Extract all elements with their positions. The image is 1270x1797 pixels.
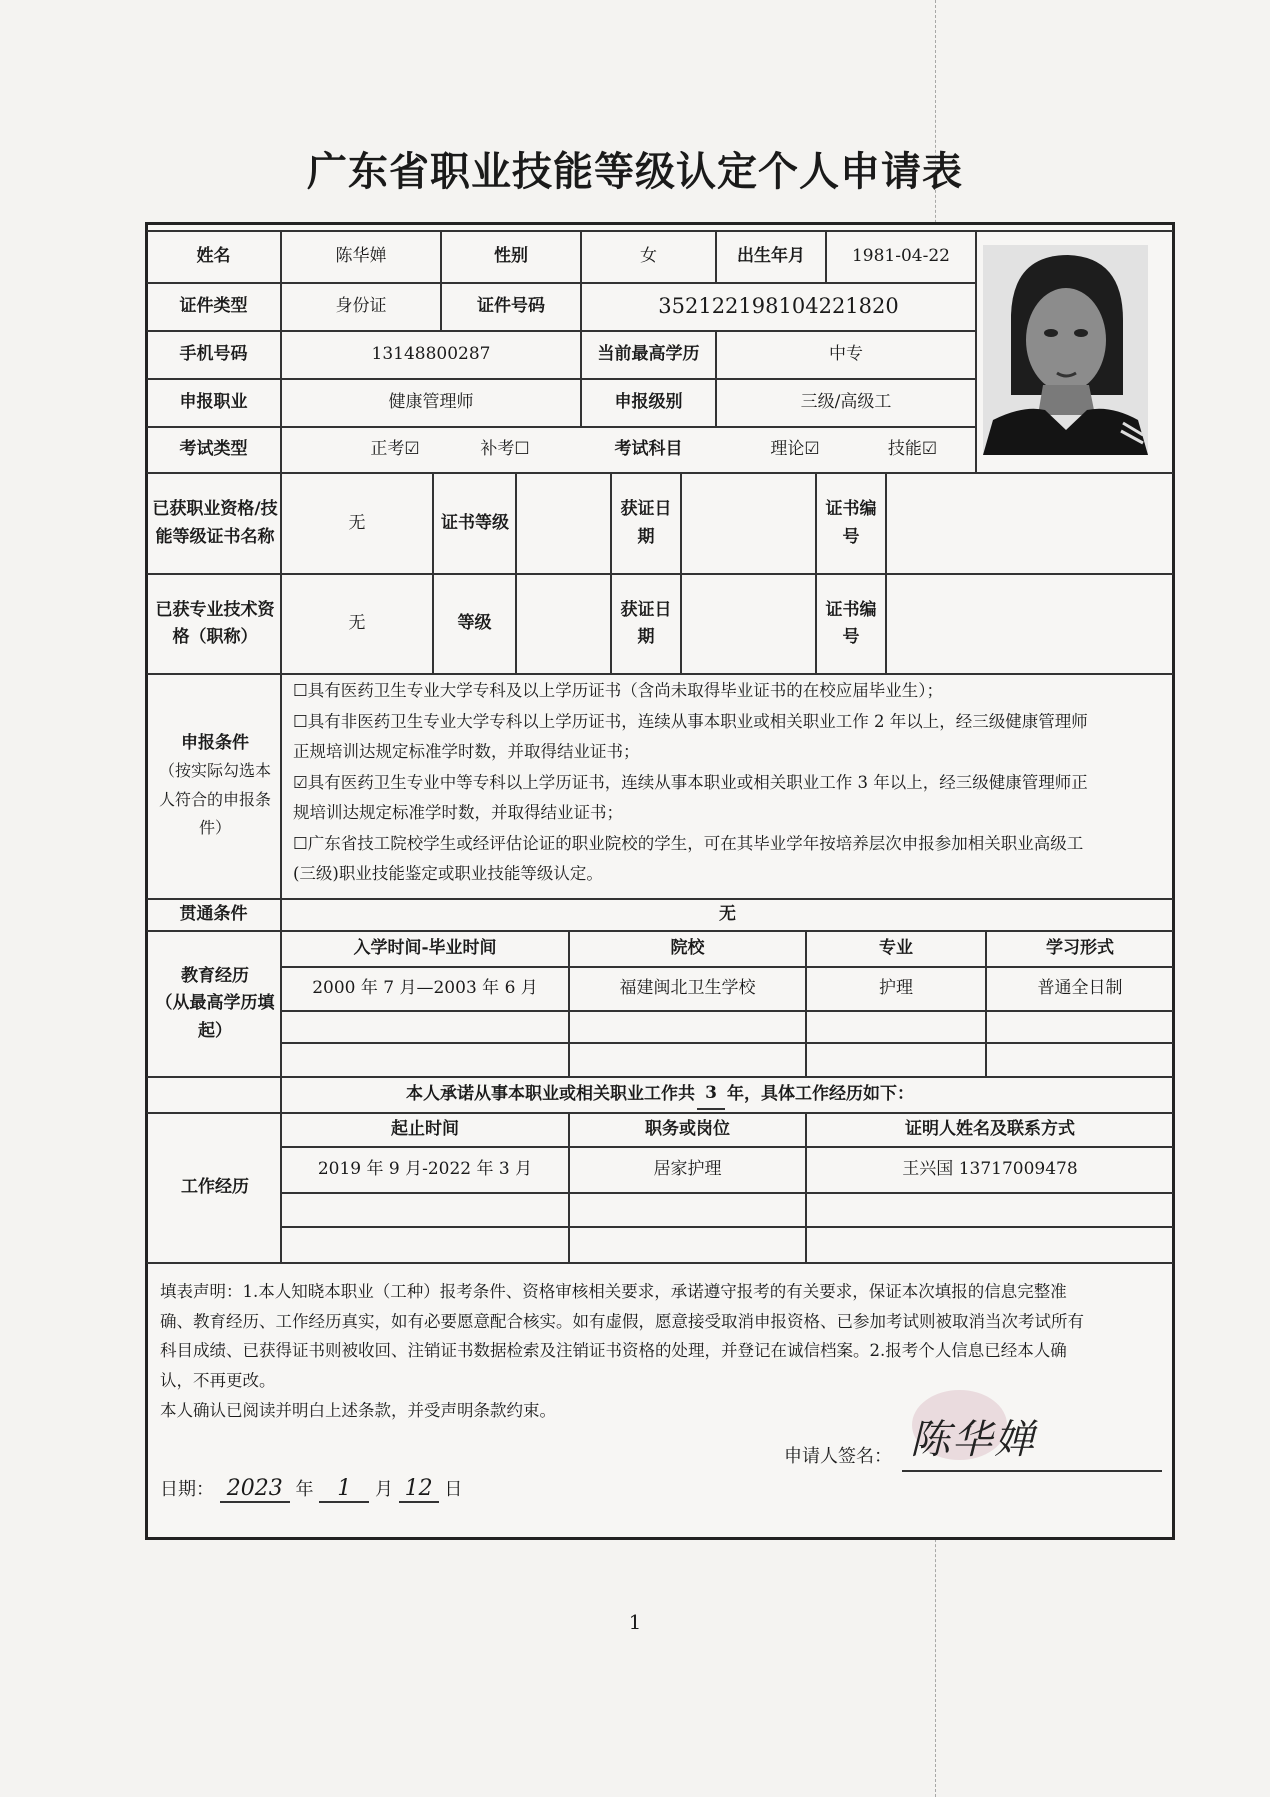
cert-label: 已获职业资格/技能等级证书名称 (152, 499, 278, 547)
work-header-reference: 证明人姓名及联系方式 (905, 1119, 1075, 1140)
date-day-unit: 日 (444, 1479, 463, 1500)
cert-number-label: 证书编号 (825, 499, 877, 547)
condition-item: ☑具有医药卫生专业中等专科以上学历证书，连续从事本职业或相关职业工作 3 年以上，经三级健康管理师正 (293, 772, 1088, 792)
declaration-line: 科目成绩、已获得证书则被收回、注销证书数据检索及注销证书资格的处理，并登记在诚信档案。2.报考个人信息已经本人确 (160, 1341, 1067, 1361)
work-promise-text-a: 本人承诺从事本职业或相关职业工作共 (406, 1084, 695, 1105)
title-qualification-value: 无 (348, 613, 366, 634)
applicant-photo (983, 245, 1148, 455)
rule (610, 472, 612, 673)
idno-label: 证件号码 (477, 296, 545, 317)
date-year: 2023 (220, 1476, 290, 1503)
education-sublabel: （从最高学历填起） (155, 993, 275, 1041)
rule (515, 472, 517, 673)
job-value: 健康管理师 (388, 392, 474, 413)
conditions-label: 申报条件 (181, 732, 249, 753)
cert-date-label: 获证日期 (620, 499, 672, 547)
job-label: 申报职业 (179, 392, 248, 413)
declaration (160, 1277, 1160, 1425)
edu-major: 护理 (879, 978, 913, 999)
level-value: 三级/高级工 (800, 392, 892, 413)
rule (885, 472, 887, 673)
date-day: 12 (399, 1476, 439, 1503)
date-month-unit: 月 (374, 1479, 393, 1500)
phone-value: 13148800287 (371, 344, 491, 365)
rule (280, 1192, 1173, 1194)
title-grade-label: 等级 (457, 613, 492, 634)
rule (680, 472, 682, 673)
conditions-sublabel: （按实际勾选本人符合的申报条件） (158, 760, 271, 838)
cert-grade-label: 证书等级 (441, 512, 509, 533)
idno-value: 352122198104221820 (658, 294, 899, 319)
conditions-label-block (152, 675, 278, 898)
through-label: 贯通条件 (179, 904, 248, 925)
title-number-label: 证书编号 (825, 599, 877, 647)
education-level-value: 中专 (829, 344, 863, 365)
declaration-line: 确、教育经历、工作经历真实，如有必要愿意配合核实。如有虚假，愿意接受取消申报资格、已参加考试则被取消当次考试所有 (160, 1311, 1084, 1331)
date-year-unit: 年 (295, 1479, 314, 1500)
rule (280, 1010, 1173, 1012)
level-label: 申报级别 (614, 392, 683, 413)
rule (975, 230, 977, 472)
dob-label: 出生年月 (737, 246, 805, 267)
edu-header-major: 专业 (879, 938, 913, 959)
edu-header-mode: 学习形式 (1046, 938, 1114, 959)
applicant-photo-image (983, 245, 1148, 455)
idtype-label: 证件类型 (179, 296, 248, 317)
rule (815, 472, 817, 673)
work-period: 2019 年 9 月-2022 年 3 月 (317, 1159, 533, 1180)
work-promise (147, 1078, 1173, 1112)
declaration-line: 填表声明：1.本人知晓本职业（工种）报考条件、资格审核相关要求，承诺遵守报考的有关要求，保证本次填报的信息完整准 (160, 1282, 1067, 1301)
education-label-block (152, 932, 278, 1076)
condition-item: ☐具有医药卫生专业大学专科及以上学历证书（含尚未取得毕业证书的在校应届毕业生）； (293, 681, 944, 700)
through-value: 无 (719, 904, 736, 925)
signature-label: 申请人签名： (784, 1446, 892, 1467)
cert-value: 无 (348, 512, 366, 533)
condition-item: ☐具有非医药卫生专业大学专科以上学历证书，连续从事本职业或相关职业工作 2 年以上，经三级健康管理师 (293, 711, 1088, 731)
exam-type-regular: 正考☑ (370, 439, 420, 460)
edu-mode: 普通全日制 (1037, 978, 1123, 999)
education-level-label: 当前最高学历 (597, 344, 700, 365)
conditions-list (293, 676, 1163, 890)
declaration-line: 本人确认已阅读并明白上述条款，并受声明条款约束。 (160, 1400, 556, 1420)
idtype-value: 身份证 (335, 296, 387, 317)
date-row (160, 1475, 462, 1503)
title-qualification-label: 已获专业技术资格（职称） (155, 599, 275, 647)
signature-line (902, 1470, 1162, 1472)
title-date-label: 获证日期 (620, 599, 672, 647)
name-value: 陈华婵 (335, 246, 387, 267)
condition-item: 规培训达规定标准学时数，并取得结业证书； (293, 803, 623, 823)
name-label: 姓名 (196, 246, 231, 267)
gender-value: 女 (640, 246, 657, 267)
form-title: 广东省职业技能等级认定个人申请表 (307, 149, 963, 195)
work-header-position: 职务或岗位 (645, 1119, 730, 1140)
rule (147, 1262, 1173, 1264)
exam-subject-skill: 技能☑ (887, 439, 938, 460)
edu-header-period: 入学时间-毕业时间 (353, 938, 497, 959)
work-position: 居家护理 (653, 1159, 722, 1180)
condition-item: (三级)职业技能鉴定或职业技能等级认定。 (293, 864, 603, 884)
condition-item: ☐广东省技工院校学生或经评估论证的职业院校的学生，可在其毕业学年按培养层次申报参加相关职业高级工 (293, 833, 1084, 853)
work-label: 工作经历 (181, 1177, 249, 1198)
edu-period: 2000 年 7 月—2003 年 6 月 (312, 978, 538, 999)
work-header-period: 起止时间 (391, 1119, 459, 1140)
declaration-line: 认，不再更改。 (160, 1371, 276, 1391)
edu-school: 福建闽北卫生学校 (619, 978, 756, 999)
exam-subject-theory: 理论☑ (770, 439, 820, 460)
work-promise-text-b: 年，具体工作经历如下： (727, 1084, 914, 1105)
exam-type-label: 考试类型 (179, 439, 248, 460)
education-label: 教育经历 (181, 966, 249, 987)
phone-label: 手机号码 (179, 344, 248, 365)
gender-label: 性别 (494, 246, 528, 267)
date-label: 日期： (160, 1479, 214, 1500)
exam-subject-label: 考试科目 (614, 439, 683, 460)
dob-value: 1981-04-22 (851, 246, 950, 267)
applicant-signature: 陈华婵 (910, 1417, 1036, 1463)
rule (147, 673, 1173, 675)
work-reference: 王兴国 13717009478 (902, 1159, 1078, 1180)
work-years: 3 (697, 1080, 725, 1109)
condition-item: 正规培训达规定标准学时数，并取得结业证书； (293, 742, 640, 762)
rule (280, 1226, 1173, 1228)
exam-type-makeup: 补考☐ (480, 439, 530, 460)
date-month: 1 (319, 1476, 369, 1503)
rule (280, 1042, 1173, 1044)
page-number: 1 (628, 1610, 642, 1634)
edu-header-school: 院校 (670, 938, 705, 959)
